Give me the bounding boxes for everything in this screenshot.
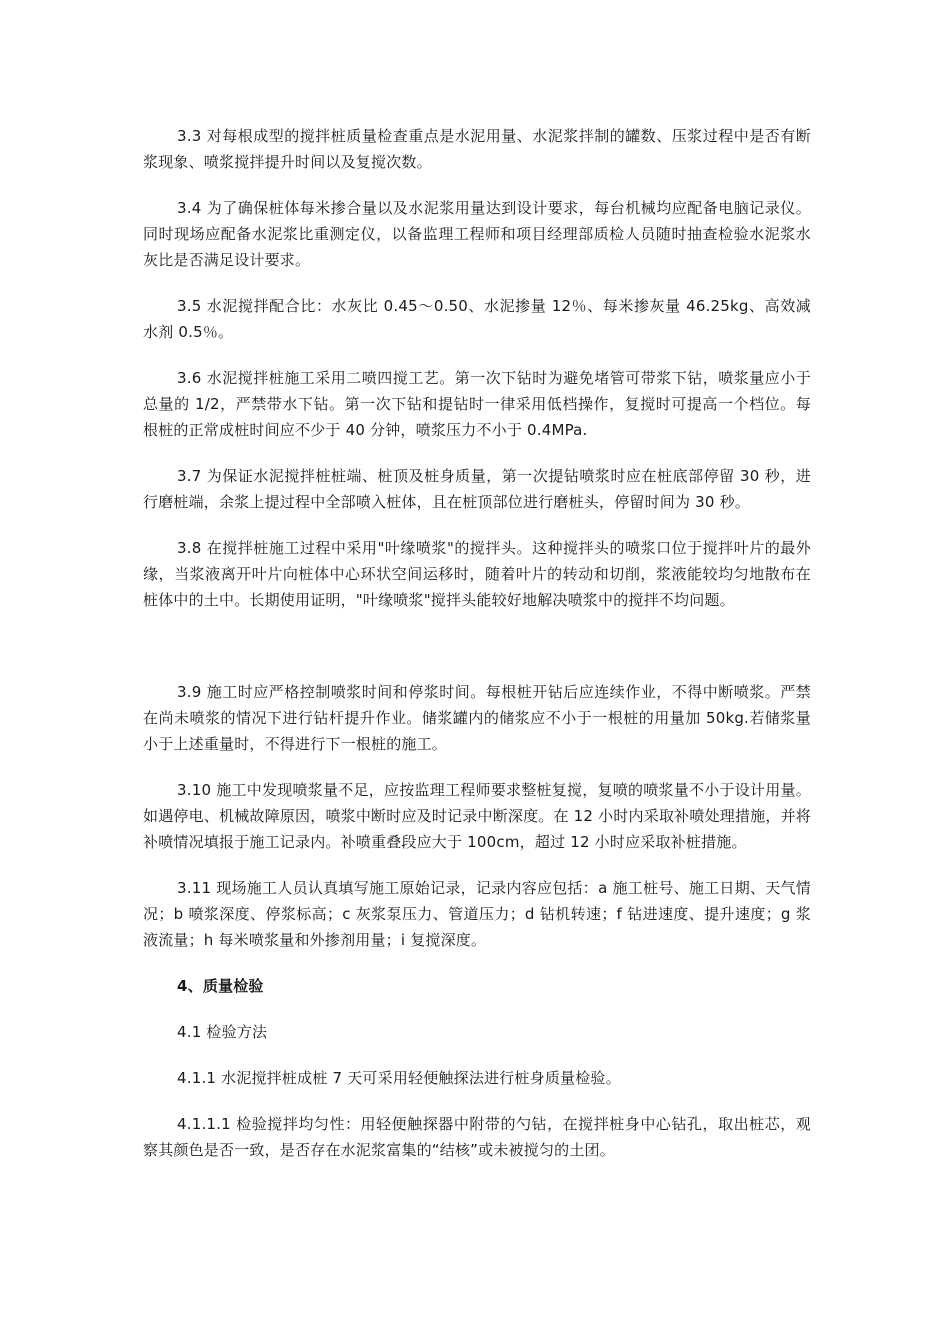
paragraph-3-8: 3.8 在搅拌桩施工过程中采用"叶缘喷浆"的搅拌头。这种搅拌头的喷浆口位于搅拌叶片的最外缘，当浆液离开叶片向桩体中心环状空间运移时，随着叶片的转动和切削，浆液能较均匀地散布在桩体中的土中。长期使用证明，"叶缘喷浆"搅拌头能较好地解决喷浆中的搅拌不均问题。 bbox=[143, 539, 811, 609]
document-page bbox=[143, 123, 811, 1163]
paragraph-4-1-1-1: 4.1.1.1 检验搅拌均匀性：用轻便触探器中附带的勺钻，在搅拌桩身中心钻孔，取出桩芯，观察其颜色是否一致，是否存在水泥浆富集的“结核”或未被搅匀的土团。 bbox=[143, 1115, 811, 1159]
paragraph-3-7: 3.7 为保证水泥搅拌桩桩端、桩顶及桩身质量，第一次提钻喷浆时应在桩底部停留 30 秒，进行磨桩端，余浆上提过程中全部喷入桩体，且在桩顶部位进行磨桩头，停留时间为 30 秒。 bbox=[143, 467, 811, 511]
paragraph-3-6: 3.6 水泥搅拌桩施工采用二喷四搅工艺。第一次下钻时为避免堵管可带浆下钻，喷浆量应小于总量的 1/2，严禁带水下钻。第一次下钻和提钻时一律采用低档操作，复搅时可提高一个档位。每根桩的正常成桩时间应不少于 40 分钟，喷浆压力不小于 0.4MPa. bbox=[143, 369, 811, 439]
paragraph-3-3: 3.3 对每根成型的搅拌桩质量检查重点是水泥用量、水泥浆拌制的罐数、压浆过程中是否有断浆现象、喷浆搅拌提升时间以及复搅次数。 bbox=[143, 127, 811, 171]
paragraph-3-11: 3.11 现场施工人员认真填写施工原始记录，记录内容应包括：a 施工桩号、施工日期、天气情况；b 喷浆深度、停浆标高；c 灰浆泵压力、管道压力；d 钻机转速；f 钻进速度、提升速度；g 浆液流量；h 每米喷浆量和外掺剂用量；i 复搅深度。 bbox=[143, 879, 811, 949]
paragraph-3-4: 3.4 为了确保桩体每米掺合量以及水泥浆用量达到设计要求，每台机械均应配备电脑记录仪。同时现场应配备水泥浆比重测定仪，以备监理工程师和项目经理部质检人员随时抽查检验水泥浆水灰比是否满足设计要求。 bbox=[143, 199, 811, 269]
subheading-4-1: 4.1 检验方法 bbox=[177, 1023, 268, 1041]
section-heading-4: 4、质量检验 bbox=[177, 977, 264, 995]
paragraph-3-9: 3.9 施工时应严格控制喷浆时间和停浆时间。每根桩开钻后应连续作业，不得中断喷浆。严禁在尚未喷浆的情况下进行钻杆提升作业。储浆罐内的储浆应不小于一根桩的用量加 50kg.若储浆量小于上述重量时，不得进行下一根桩的施工。 bbox=[143, 683, 811, 753]
paragraph-4-1-1: 4.1.1 水泥搅拌桩成桩 7 天可采用轻便触探法进行桩身质量检验。 bbox=[177, 1069, 621, 1087]
paragraph-3-5: 3.5 水泥搅拌配合比：水灰比 0.45～0.50、水泥掺量 12％、每米掺灰量 46.25kg、高效减水剂 0.5％。 bbox=[143, 297, 811, 341]
paragraph-3-10: 3.10 施工中发现喷浆量不足，应按监理工程师要求整桩复搅，复喷的喷浆量不小于设计用量。如遇停电、机械故障原因，喷浆中断时应及时记录中断深度。在 12 小时内采取补喷处理措施，并将补喷情况填报于施工记录内。补喷重叠段应大于 100cm，超过 12 小时应采取补桩措施。 bbox=[143, 781, 811, 851]
